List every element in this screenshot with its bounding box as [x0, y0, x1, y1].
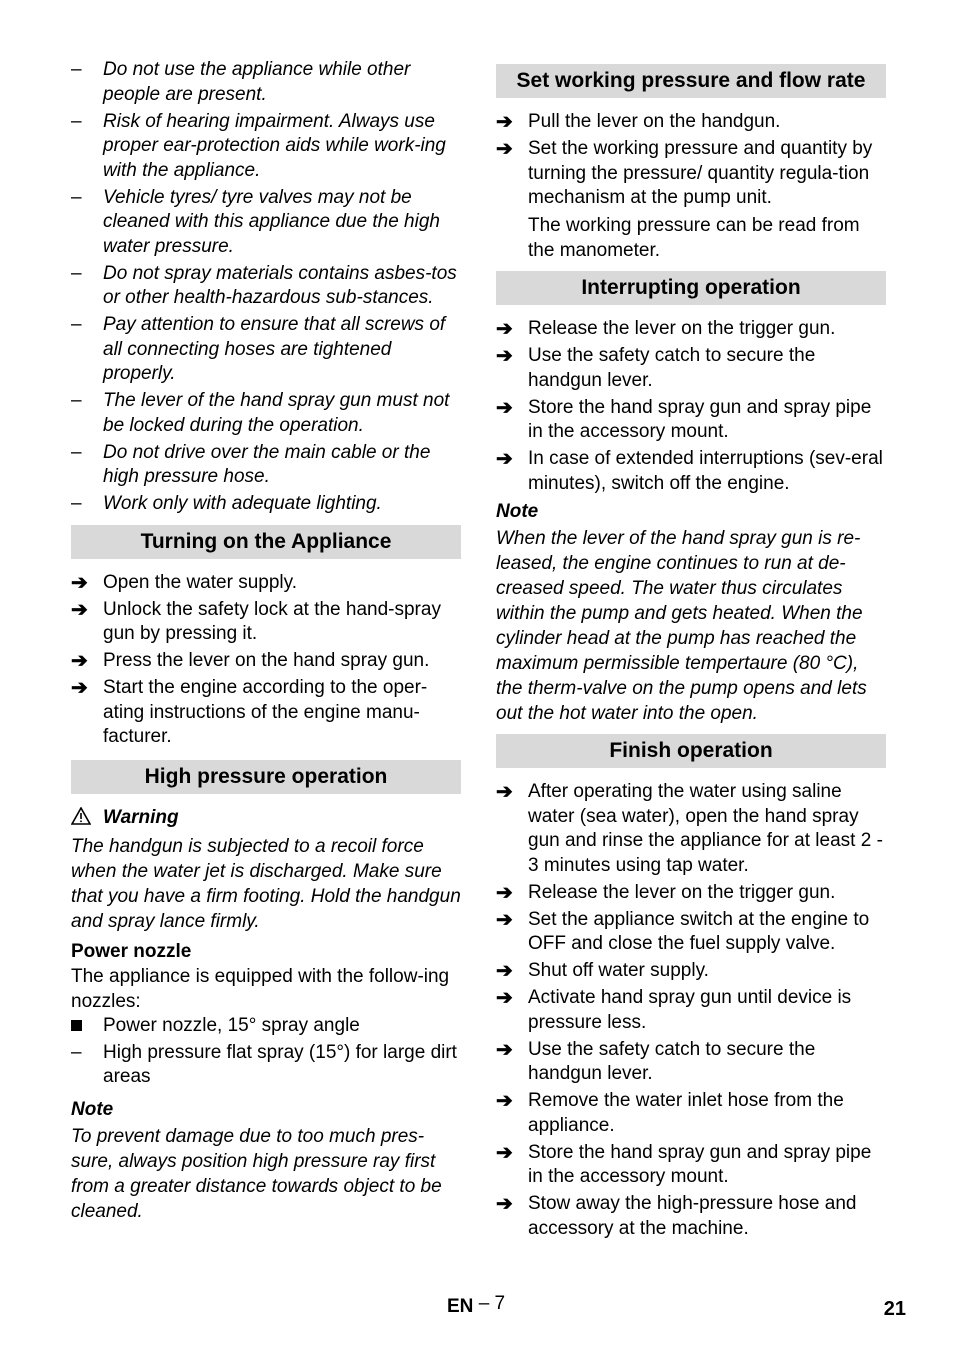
- list-item: [496, 317, 886, 342]
- list-item-text: Risk of hearing impairment. Always use proper ear-protection aids while work-ing with the appliance.: [103, 110, 446, 181]
- dash-marker: –: [71, 441, 82, 463]
- list-item-text: Stow away the high-pressure hose and accessory at the machine.: [528, 1193, 857, 1239]
- power-nozzle-heading: Power nozzle: [71, 940, 192, 962]
- list-item: [496, 986, 886, 1035]
- arrow-right-icon: ➔: [496, 345, 513, 367]
- interrupting-steps: [496, 317, 886, 496]
- arrow-right-icon: ➔: [496, 396, 513, 419]
- page-number: 21: [883, 1298, 906, 1320]
- left-column: [71, 58, 461, 1230]
- list-item: [496, 881, 886, 906]
- arrow-right-icon: ➔: [496, 1193, 513, 1215]
- list-item-text: After operating the water using saline water (sea water), open the hand spray gun and rinse the appliance for at least 2 - 3 minutes using tap water.: [528, 781, 883, 876]
- list-item: [496, 959, 886, 984]
- list-item-text: Unlock the safety lock at the hand-spray gun by pressing it.: [103, 598, 441, 644]
- list-item: [71, 676, 461, 750]
- arrow-right-icon: ➔: [496, 138, 513, 160]
- section-page-number: – 7: [478, 1293, 506, 1314]
- list-item-text: Store the hand spray gun and spray pipe in the accessory mount.: [528, 396, 872, 442]
- manometer-note: The working pressure can be read from the manometer.: [528, 215, 860, 261]
- section-heading-interrupting: Interrupting operation: [496, 271, 886, 305]
- list-item: [496, 1141, 886, 1190]
- language-code: EN: [447, 1296, 474, 1317]
- note-heading: Note: [496, 501, 539, 522]
- list-item: [496, 1038, 886, 1087]
- list-item-text: Pay attention to ensure that all screws of all connecting hoses are tightened properly.: [103, 314, 446, 384]
- arrow-right-icon: ➔: [496, 987, 513, 1009]
- section-heading-finish: Finish operation: [496, 734, 886, 768]
- dash-marker: –: [71, 1041, 82, 1063]
- dash-marker: –: [71, 390, 82, 411]
- list-item: [71, 186, 461, 260]
- nozzle-bullet-text: Power nozzle, 15° spray angle: [103, 1014, 360, 1036]
- arrow-right-icon: ➔: [496, 111, 513, 133]
- list-item-text: Use the safety catch to secure the handgun lever.: [528, 345, 816, 391]
- nozzle-sub-list: [71, 1041, 461, 1090]
- list-item: [496, 908, 886, 957]
- list-item-text: Work only with adequate lighting.: [103, 493, 382, 514]
- footer-section-label: [447, 1293, 506, 1318]
- right-column: [496, 58, 886, 1244]
- list-item-text: Do not spray materials contains asbes-tos or other health-hazardous sub-stances.: [103, 262, 457, 308]
- turning-on-steps: [71, 571, 461, 750]
- list-item-text: Set the working pressure and quantity by turning the pressure/ quantity regula-tion mechanism at the pump unit.: [528, 138, 873, 208]
- section-heading-set-pressure: Set working pressure and flow rate: [496, 64, 886, 98]
- list-item-text: Set the appliance switch at the engine to OFF and close the fuel supply valve.: [528, 908, 870, 954]
- dash-marker: –: [71, 186, 82, 208]
- dash-marker: –: [71, 110, 82, 132]
- list-item-text: Press the lever on the hand spray gun.: [103, 650, 430, 671]
- list-item: [496, 447, 886, 496]
- section-heading-turning-on: Turning on the Appliance: [71, 525, 461, 559]
- list-item-text: Shut off water supply.: [528, 960, 709, 981]
- arrow-right-icon: ➔: [496, 1090, 513, 1112]
- arrow-right-icon: ➔: [496, 881, 513, 904]
- dash-marker: –: [71, 493, 82, 514]
- list-item-text: In case of extended interruptions (sev-eral minutes), switch off the engine.: [528, 448, 883, 494]
- list-item: [496, 1192, 886, 1241]
- list-item: [71, 1014, 461, 1039]
- list-item: [71, 389, 461, 438]
- list-item: [71, 441, 461, 490]
- list-item: [71, 492, 461, 517]
- list-item-text: Store the hand spray gun and spray pipe in the accessory mount.: [528, 1141, 872, 1187]
- dash-marker: –: [71, 314, 82, 335]
- arrow-right-icon: ➔: [496, 908, 513, 931]
- note-heading: Note: [71, 1098, 114, 1120]
- list-item: [496, 110, 886, 135]
- list-item-text: Remove the water inlet hose from the appliance.: [528, 1090, 844, 1136]
- list-item-text: Use the safety catch to secure the handgun lever.: [528, 1038, 816, 1084]
- finish-steps: [496, 780, 886, 1241]
- section-heading-high-pressure: High pressure operation: [71, 760, 461, 794]
- list-item: [71, 571, 461, 596]
- list-item: [496, 137, 886, 211]
- warning-heading: [71, 806, 461, 832]
- list-item-text: The lever of the hand spray gun must not be locked during the operation.: [103, 390, 450, 436]
- list-item-text: Activate hand spray gun until device is pressure less.: [528, 987, 852, 1033]
- arrow-right-icon: ➔: [496, 1141, 513, 1164]
- arrow-right-icon: ➔: [496, 1038, 513, 1061]
- arrow-right-icon: ➔: [71, 677, 88, 699]
- list-item-text: Release the lever on the trigger gun.: [528, 881, 836, 903]
- list-item: [71, 110, 461, 184]
- list-item-text: Do not use the appliance while other people are present.: [103, 59, 411, 105]
- warning-text: The handgun is subjected to a recoil force when the water jet is discharged. Make sure that you have a firm footing. Hold the handgun and spray lance firmly.: [71, 835, 461, 932]
- list-item: [496, 396, 886, 445]
- arrow-right-icon: ➔: [71, 571, 88, 594]
- list-item: [71, 598, 461, 647]
- list-item: [496, 344, 886, 393]
- list-item: [71, 649, 461, 674]
- list-item: [496, 780, 886, 878]
- list-item-text: Start the engine according to the oper-ating instructions of the engine manu-facturer.: [103, 677, 428, 747]
- list-item: [71, 313, 461, 387]
- safety-list: [71, 58, 461, 517]
- list-item: [71, 58, 461, 107]
- square-bullet-icon: [71, 1014, 82, 1039]
- list-item: [496, 1089, 886, 1138]
- warning-triangle-icon: [71, 807, 93, 832]
- arrow-right-icon: ➔: [496, 960, 513, 982]
- list-item: [71, 262, 461, 311]
- arrow-right-icon: ➔: [71, 650, 88, 672]
- nozzle-intro: The appliance is equipped with the follow-ing nozzles:: [71, 965, 450, 1012]
- dash-marker: –: [71, 262, 82, 284]
- arrow-right-icon: ➔: [71, 598, 88, 621]
- nozzle-list: [71, 1014, 461, 1039]
- list-item-text: Vehicle tyres/ tyre valves may not be cleaned with this appliance due the high water pressure.: [103, 186, 440, 257]
- list-item-text: Do not drive over the main cable or the high pressure hose.: [103, 441, 431, 487]
- arrow-right-icon: ➔: [496, 781, 513, 803]
- nozzle-dash-text: High pressure flat spray (15°) for large dirt areas: [103, 1041, 457, 1087]
- dash-marker: –: [71, 59, 82, 80]
- list-item: [71, 1041, 461, 1090]
- arrow-right-icon: ➔: [496, 448, 513, 470]
- note-text: When the lever of the hand spray gun is re-leased, the engine continues to run at de-creased speed. The water thus circulates within the pump and gets heated. When the cylinder head at the pump has reached the maximum permissible tempertaure (80 °C), the therm-valve on the pump opens and lets out the hot water into the open.: [496, 528, 867, 724]
- list-item-text: Pull the lever on the handgun.: [528, 111, 781, 132]
- set-pressure-steps: [496, 110, 886, 211]
- list-item-text: Open the water supply.: [103, 571, 297, 593]
- warning-title: Warning: [103, 806, 179, 828]
- note-text: To prevent damage due to too much pres-sure, always position high pressure ray first from a greater distance towards object to be cleaned.: [71, 1125, 442, 1222]
- arrow-right-icon: ➔: [496, 318, 513, 340]
- list-item-text: Release the lever on the trigger gun.: [528, 318, 836, 339]
